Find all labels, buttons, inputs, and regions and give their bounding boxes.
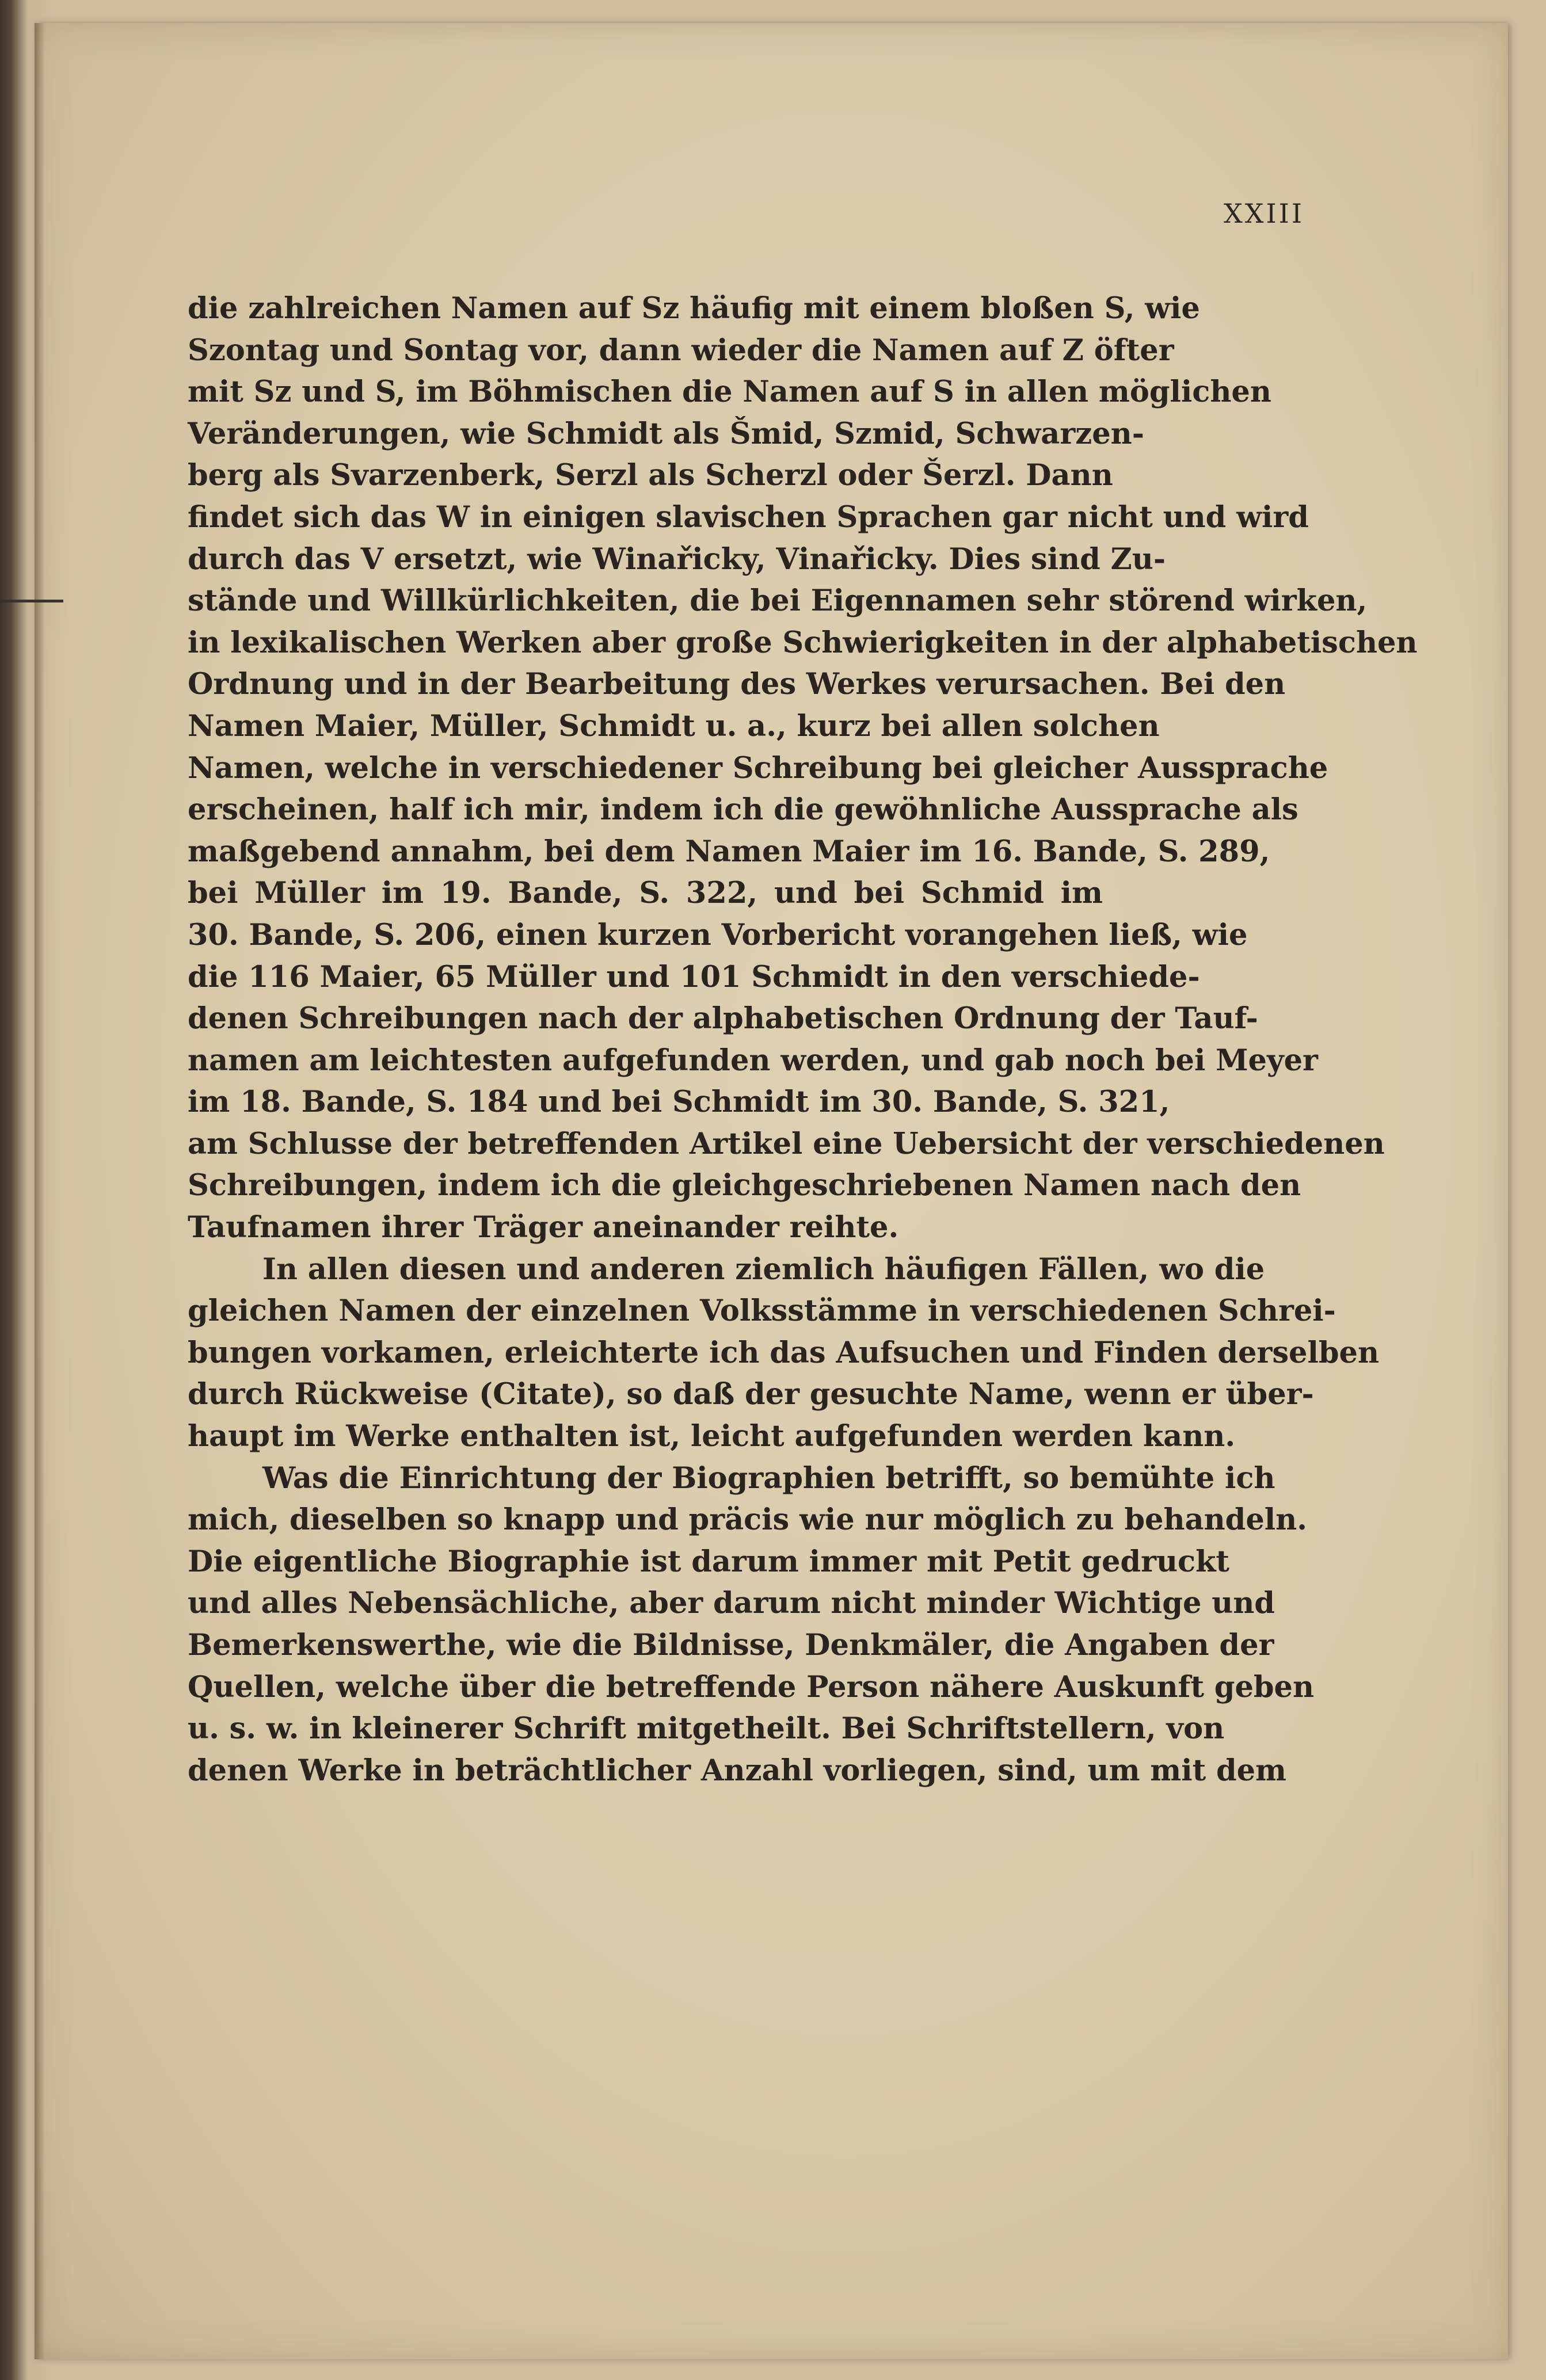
text-line: In allen diesen und anderen ziemlich häufigen Fällen, wo die (262, 1252, 1265, 1287)
text-line: maßgebend annahm, bei dem Namen Maier im 16. Bande, S. 289, (188, 834, 1270, 869)
margin-mark (0, 600, 63, 602)
text-line: im 18. Bande, S. 184 und bei Schmidt im 30. Bande, S. 321, (188, 1085, 1170, 1120)
text-line: durch das V ersetzt, wie Winařicky, Vinařicky. Dies sind Zu- (188, 541, 1166, 577)
text-line: Was die Einrichtung der Biographien betrifft, so bemühte ich (262, 1460, 1275, 1496)
text-line: namen am leichtesten aufgefunden werden, und gab noch bei Meyer (188, 1043, 1318, 1078)
text-line: findet sich das W in einigen slavischen Sprachen gar nicht und wird (188, 499, 1309, 535)
text-line: bei Müller im 19. Bande, S. 322, und bei Schmid im (188, 876, 1103, 911)
text-line: bungen vorkamen, erleichterte ich das Aufsuchen und Finden derselben (188, 1335, 1380, 1370)
page-number: XXIII (1223, 198, 1304, 229)
text-line: 30. Bande, S. 206, einen kurzen Vorbericht vorangehen ließ, wie (188, 917, 1248, 952)
text-line: Ordnung und in der Bearbeitung des Werkes verursachen. Bei den (188, 667, 1286, 702)
text-line: Namen Maier, Müller, Schmidt u. a., kurz bei allen solchen (188, 708, 1160, 743)
text-line: Quellen, welche über die betreffende Person nähere Auskunft geben (188, 1669, 1315, 1704)
page-binding-edge (35, 23, 45, 2359)
text-line: die 116 Maier, 65 Müller und 101 Schmidt in den verschiede- (188, 959, 1200, 994)
text-line: in lexikalischen Werken aber große Schwierigkeiten in der alphabetischen (188, 625, 1418, 660)
text-line: u. s. w. in kleinerer Schrift mitgetheilt. Bei Schriftstellern, von (188, 1711, 1225, 1746)
body-text (188, 288, 1418, 1791)
text-line: durch Rückweise (Citate), so daß der gesuchte Name, wenn er über- (188, 1377, 1314, 1412)
text-line: stände und Willkürlichkeiten, die bei Eigennamen sehr störend wirken, (188, 583, 1368, 619)
text-line: mich, dieselben so knapp und präcis wie nur möglich zu behandeln. (188, 1502, 1307, 1538)
text-line: Taufnamen ihrer Träger aneinander reihte. (188, 1210, 899, 1245)
text-line: erscheinen, half ich mir, indem ich die gewöhnliche Aussprache als (188, 792, 1299, 827)
text-line: haupt im Werke enthalten ist, leicht aufgefunden werden kann. (188, 1419, 1236, 1454)
text-line: berg als Svarzenberk, Serzl als Scherzl oder Šerzl. Dann (188, 458, 1113, 493)
text-line: mit Sz und S, im Böhmischen die Namen auf S in allen möglichen (188, 375, 1271, 410)
text-line: Bemerkenswerthe, wie die Bildnisse, Denkmäler, die Angaben der (188, 1628, 1274, 1662)
text-line: gleichen Namen der einzelnen Volksstämme in verschiedenen Schrei- (188, 1294, 1336, 1329)
text-line: die zahlreichen Namen auf Sz häufig mit einem bloßen S, wie (188, 291, 1200, 326)
text-line: Szontag und Sontag vor, dann wieder die Namen auf Z öfter (188, 333, 1174, 368)
text-line: denen Schreibungen nach der alphabetischen Ordnung der Tauf- (188, 1001, 1258, 1036)
text-line: und alles Nebensächliche, aber darum nicht minder Wichtige und (188, 1586, 1275, 1621)
text-line: Veränderungen, wie Schmidt als Šmid, Szmid, Schwarzen- (188, 416, 1144, 451)
text-line: am Schlusse der betreffenden Artikel eine Uebersicht der verschiedenen (188, 1126, 1385, 1161)
text-line: Die eigentliche Biographie ist darum immer mit Petit gedruckt (188, 1544, 1229, 1579)
text-line: Namen, welche in verschiedener Schreibung bei gleicher Aussprache (188, 750, 1328, 785)
text-line: denen Werke in beträchtlicher Anzahl vorliegen, sind, um mit dem (188, 1753, 1287, 1788)
text-line: Schreibungen, indem ich die gleichgeschriebenen Namen nach den (188, 1168, 1301, 1203)
